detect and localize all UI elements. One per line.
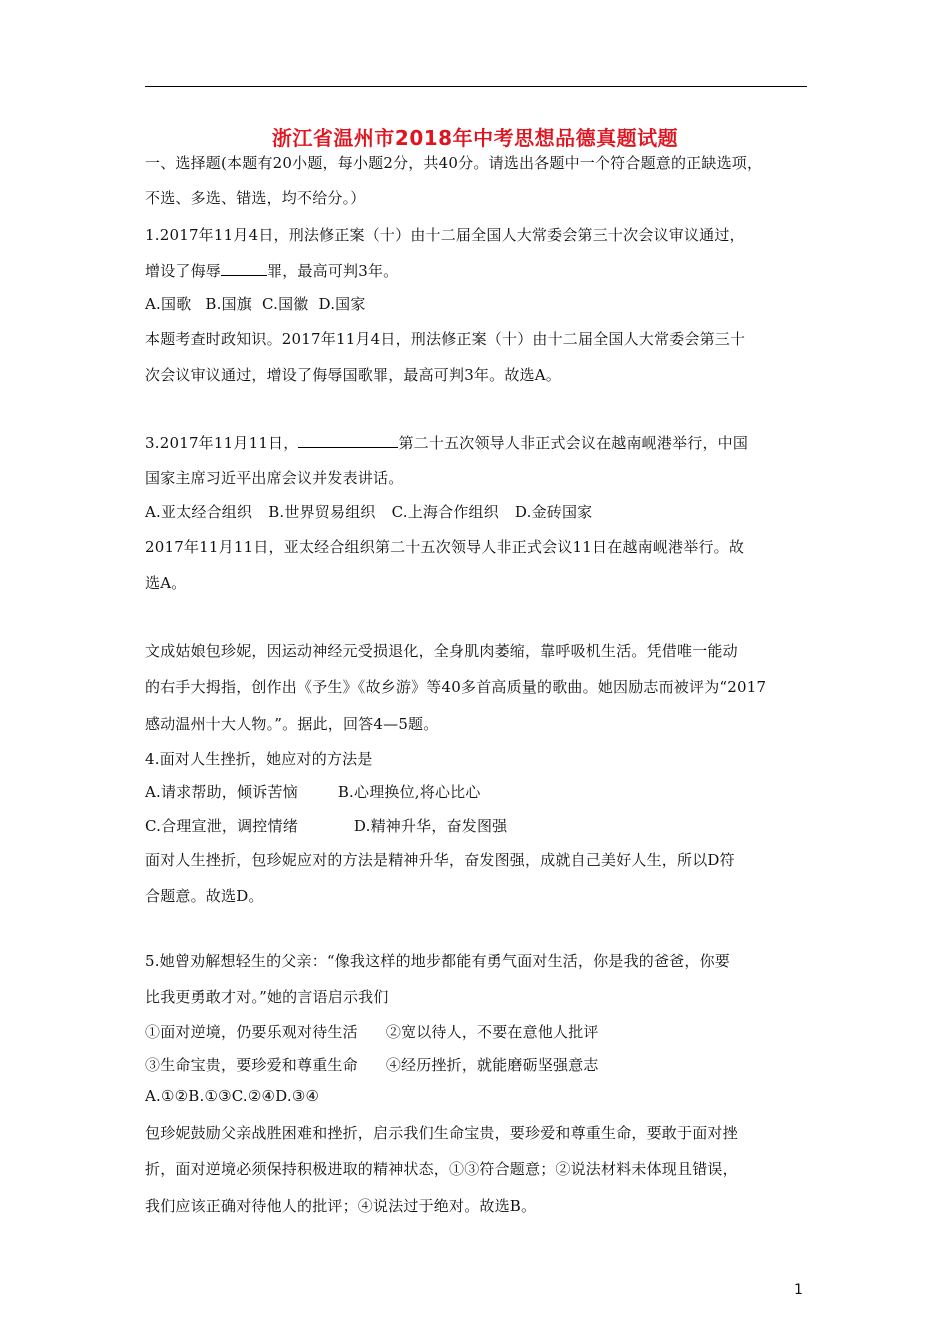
q5-statements-row1 [145, 1021, 599, 1042]
q5-statements-row2 [145, 1054, 599, 1075]
q3-options [145, 501, 592, 522]
q1-stem-line2 [145, 260, 398, 281]
material-line1: 文成姑娘包珍妮，因运动神经元受损退化，全身肌肉萎缩，靠呼吸机生活。凭借唯一能动 [145, 642, 738, 660]
q1-explanation-line1: 本题考查时政知识。2017年11月4日，刑法修正案（十）由十二届全国人大常委会第三十 [145, 330, 746, 348]
q4-options-row1 [145, 781, 481, 802]
q1-options [145, 293, 366, 314]
q1-stem-text-a: 增设了侮辱 [145, 262, 222, 280]
material-line3: 感动温州十大人物。”。据此，回答4—5题。 [145, 715, 439, 733]
q1-answer-blank [221, 261, 267, 276]
q3-stem-line1 [145, 432, 748, 453]
section-instruction-line1: 一、选择题(本题有20小题，每小题2分，共40分。请选出各题中一个符合题意的正缺选项， [145, 154, 763, 172]
q4-option-c: C.合理宣泄，调控情绪 [145, 817, 298, 835]
material-line2: 的右手大拇指，创作出《予生》《故乡游》等40多首高质量的歌曲。她因励志而被评为“2017 [145, 678, 767, 696]
q3-option-c: C.上海合作组织 [391, 503, 499, 521]
q4-stem: 4.面对人生挫折，她应对的方法是 [145, 750, 373, 768]
q5-statement-3: ③生命宝贵，要珍爱和尊重生命 [145, 1056, 358, 1074]
q5-stem-line1: 5.她曾劝解想轻生的父亲：“像我这样的地步都能有勇气面对生活，你是我的爸爸，你要 [145, 952, 730, 970]
q1-explanation-line2: 次会议审议通过，增设了侮辱国歌罪，最高可判3年。故选A。 [145, 366, 561, 384]
page-number: 1 [794, 1282, 803, 1298]
q3-stem-line2: 国家主席习近平出席会议并发表讲话。 [145, 469, 404, 487]
q5-statement-4: ④经历挫折，就能磨砺坚强意志 [385, 1056, 599, 1074]
q1-option-a: A.国歌 [145, 295, 192, 313]
q4-explanation-line2: 合题意。故选D。 [145, 887, 264, 905]
q1-option-d: D.国家 [318, 295, 366, 313]
q5-options: A.①②B.①③C.②④D.③④ [145, 1087, 320, 1105]
q3-option-d: D.金砖国家 [514, 503, 593, 521]
q4-option-b: B.心理换位,将心比心 [337, 783, 481, 801]
page-title: 浙江省温州市2018年中考思想品德真题试题 [271, 126, 679, 150]
q3-explanation-line1: 2017年11月11日，亚太经合组织第二十五次领导人非正式会议11日在越南岘港举行。故 [145, 538, 745, 556]
q3-explanation-line2: 选A。 [145, 574, 187, 592]
q3-stem-text-a: 3.2017年11月11日， [145, 434, 299, 452]
q3-option-a: A.亚太经合组织 [145, 503, 253, 521]
q3-stem-text-b: 第二十五次领导人非正式会议在越南岘港举行，中国 [398, 434, 749, 452]
q4-option-d: D.精神升华，奋发图强 [353, 817, 508, 835]
q5-explanation-line1: 包珍妮鼓励父亲战胜困难和挫折，启示我们生命宝贵，要珍爱和尊重生命，要敢于面对挫 [145, 1124, 738, 1142]
header-rule [145, 86, 807, 87]
q5-statement-2: ②宽以待人，不要在意他人批评 [385, 1023, 599, 1041]
q1-stem-line1: 1.2017年11月4日，刑法修正案（十）由十二届全国人大常委会第三十次会议审议通过， [145, 226, 745, 244]
q5-stem-line2: 比我更勇敢才对。”她的言语启示我们 [145, 988, 389, 1006]
q5-explanation-line3: 我们应该正确对待他人的批评；④说法过于绝对。故选B。 [145, 1197, 537, 1215]
q5-explanation-line2: 折，面对逆境必须保持积极进取的精神状态，①③符合题意；②说法材料未体现且错误， [145, 1160, 738, 1178]
q4-explanation-line1: 面对人生挫折，包珍妮应对的方法是精神升华，奋发图强，成就自己美好人生，所以D符 [145, 851, 735, 869]
q5-statement-1: ①面对逆境，仍要乐观对待生活 [145, 1023, 358, 1041]
q3-answer-blank [298, 433, 398, 448]
q1-stem-text-b: 罪，最高可判3年。 [267, 262, 399, 280]
q3-option-b: B.世界贸易组织 [268, 503, 376, 521]
q4-options-row2 [145, 815, 507, 836]
q1-option-b: B.国旗 [205, 295, 252, 313]
section-instruction-line2: 不选、多选、错选，均不给分。） [145, 189, 366, 207]
q4-option-a: A.请求帮助，倾诉苦恼 [145, 783, 298, 801]
q1-option-c: C.国徽 [262, 295, 309, 313]
